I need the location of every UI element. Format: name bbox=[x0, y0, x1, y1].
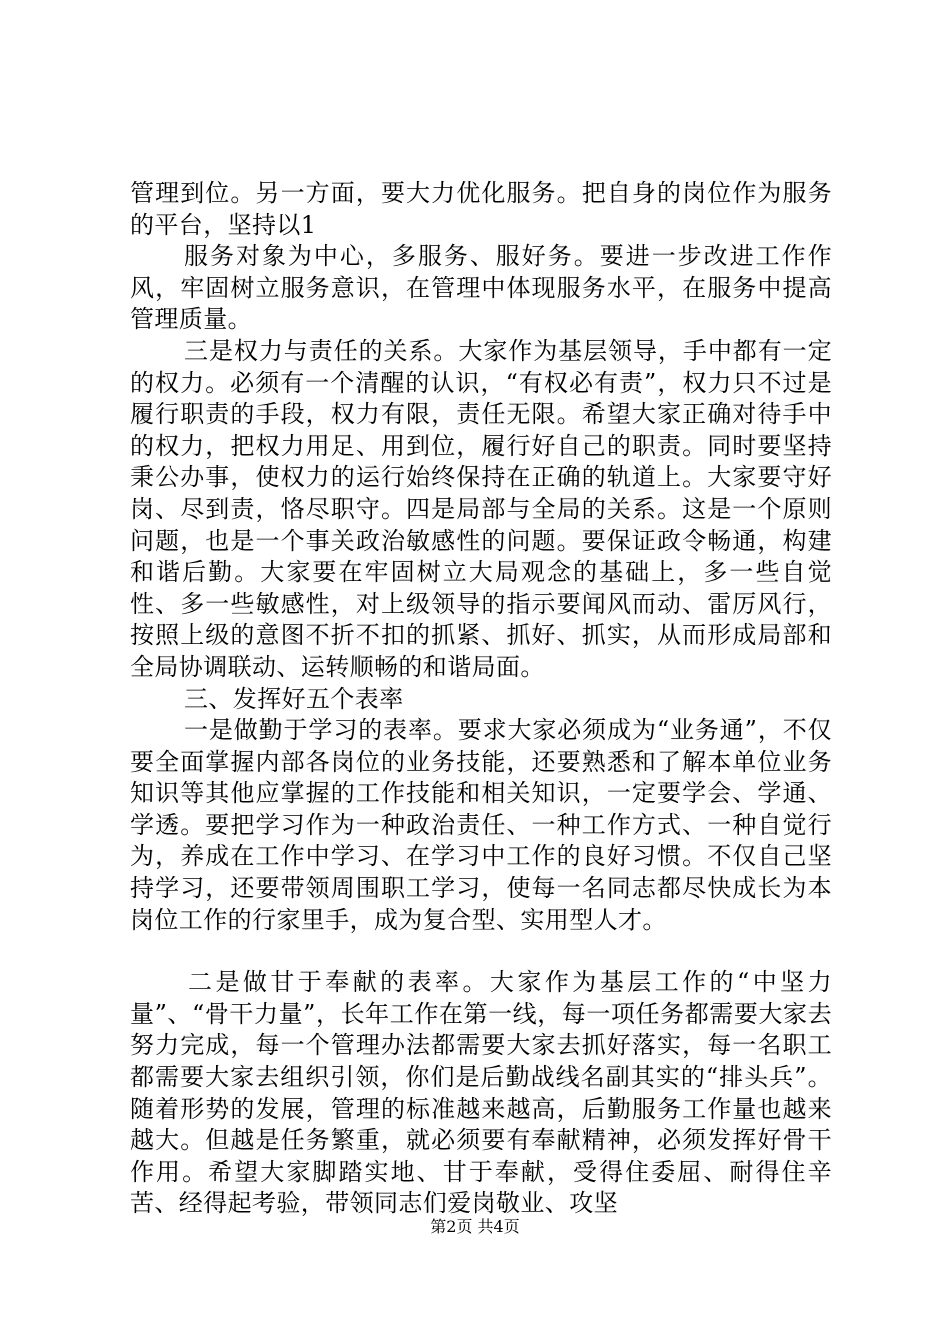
page-number-footer: 第2页 共4页 bbox=[430, 1217, 520, 1236]
paragraph-4: 一是做勤于学习的表率。要求大家必须成为“业务通”，不仅要全面掌握内部各岗位的业务技能，还要熟悉和了解本单位业务知识等其他应掌握的工作技能和相关知识，一定要学会、学通、学透。要把学习作为一种政治责任、一种工作方式、一种自觉行为，养成在工作中学习、在学习中工作的良好习惯。不仅自己坚持学习，还要带领周围职工学习，使每一名同志都尽快成长为本岗位工作的行家里手，成为复合型、实用型人才。 bbox=[130, 716, 832, 934]
paragraph-5: 二是做甘于奉献的表率。大家作为基层工作的“中坚力量”、“骨干力量”，长年工作在第一线，每一项任务都需要大家去努力完成，每一个管理办法都需要大家去抓好落实，每一名职工都需要大家去组织引领，你们是后勤战线名副其实的“排头兵”。随着形势的发展，管理的标准越来越高，后勤服务工作量也越来越大。但越是任务繁重，就必须要有奉献精神，必须发挥好骨干作用。希望大家脚踏实地、甘于奉献，受得住委屈、耐得住辛苦、经得起考验，带领同志们爱岗敬业、攻坚 bbox=[130, 968, 832, 1218]
paragraph-1: 管理到位。另一方面，要大力优化服务。把自身的岗位作为服务的平台，坚持以1 bbox=[130, 179, 832, 239]
section-heading: 三、发挥好五个表率 bbox=[184, 684, 404, 713]
paragraph-2: 服务对象为中心，多服务、服好务。要进一步改进工作作风，牢固树立服务意识，在管理中体现服务水平，在服务中提高管理质量。 bbox=[130, 242, 832, 334]
document-body bbox=[130, 178, 832, 1220]
paragraph-3: 三是权力与责任的关系。大家作为基层领导，手中都有一定的权力。必须有一个清醒的认识，“有权必有责”，权力只不过是履行职责的手段，权力有限，责任无限。希望大家正确对待手中的权力，把权力用足、用到位，履行好自己的职责。同时要坚持秉公办事，使权力的运行始终保持在正确的轨道上。大家要守好岗、尽到责，恪尽职守。四是局部与全局的关系。这是一个原则问题，也是一个事关政治敏感性的问题。要保证政令畅通，构建和谐后勤。大家要在牢固树立大局观念的基础上，多一些自觉性、多一些敏感性，对上级领导的指示要闻风而动、雷厉风行，按照上级的意图不折不扣的抓紧、抓好、抓实，从而形成局部和全局协调联动、运转顺畅的和谐局面。 bbox=[130, 336, 832, 681]
